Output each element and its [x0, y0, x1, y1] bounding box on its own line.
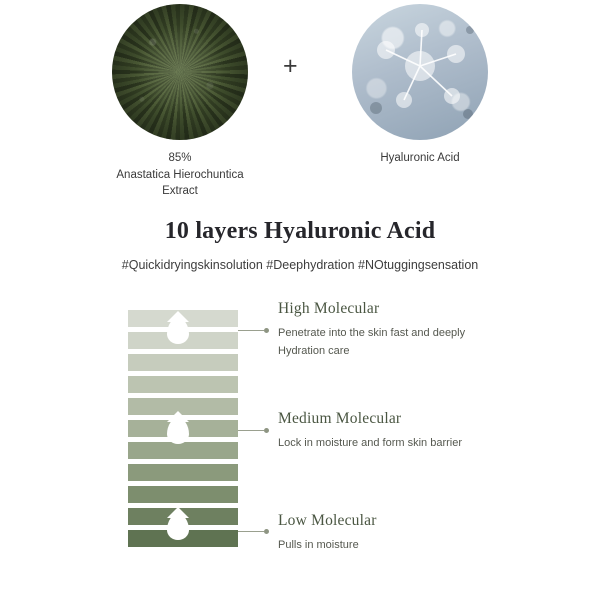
callout-line-high: [238, 330, 264, 331]
water-drop-icon-low: [167, 514, 189, 540]
layer-bar: [128, 464, 238, 481]
layer-bar: [128, 376, 238, 393]
callout-dot-high: [264, 328, 269, 333]
callout-line-medium: [238, 430, 264, 431]
callout-body-line2: Hydration care: [278, 344, 350, 357]
plus-icon: +: [283, 52, 298, 80]
callout-high-molecular: [278, 300, 578, 360]
ingredient-caption-hyaluronic: [340, 150, 500, 167]
callout-dot-medium: [264, 428, 269, 433]
layer-bar: [128, 354, 238, 371]
water-drop-icon-medium: [167, 418, 189, 444]
callout-medium-molecular: [278, 410, 578, 453]
molecule-diagram-icon: [352, 4, 488, 140]
callout-body-line1: Penetrate into the skin fast and deeply: [278, 327, 466, 339]
ingredient-item-plant: [100, 4, 260, 200]
page-title: 10 layers Hyaluronic Acid: [164, 218, 436, 244]
moss-plant-circle-image: [112, 4, 248, 140]
callout-title: Medium Molecular: [278, 410, 402, 427]
ingredient-name-line1: Anastatica Hierochuntica: [116, 168, 244, 181]
ingredient-name-line1: Hyaluronic Acid: [380, 152, 460, 164]
callout-line-low: [238, 531, 264, 532]
water-drop-icon-high: [167, 318, 189, 344]
callout-dot-low: [264, 529, 269, 534]
layer-bar: [128, 442, 238, 459]
ingredient-name-line2: Extract: [162, 185, 198, 198]
callout-title: High Molecular: [278, 300, 380, 317]
callout-body-line1: Pulls in moisture: [278, 539, 359, 551]
ingredient-caption-plant: [100, 150, 260, 200]
water-molecule-circle-image: [352, 4, 488, 140]
callout-low-molecular: [278, 512, 578, 555]
ingredient-percent: 85%: [168, 152, 192, 164]
hashtag-line: #Quickidryingskinsolution #Deephydration #NOtuggingsensation: [121, 258, 479, 272]
callout-title: Low Molecular: [278, 512, 377, 529]
layer-bar: [128, 486, 238, 503]
callout-body-line1: Lock in moisture and form skin barrier: [278, 437, 463, 449]
ingredients-section: [0, 0, 600, 200]
ingredient-item-hyaluronic: [340, 4, 500, 167]
